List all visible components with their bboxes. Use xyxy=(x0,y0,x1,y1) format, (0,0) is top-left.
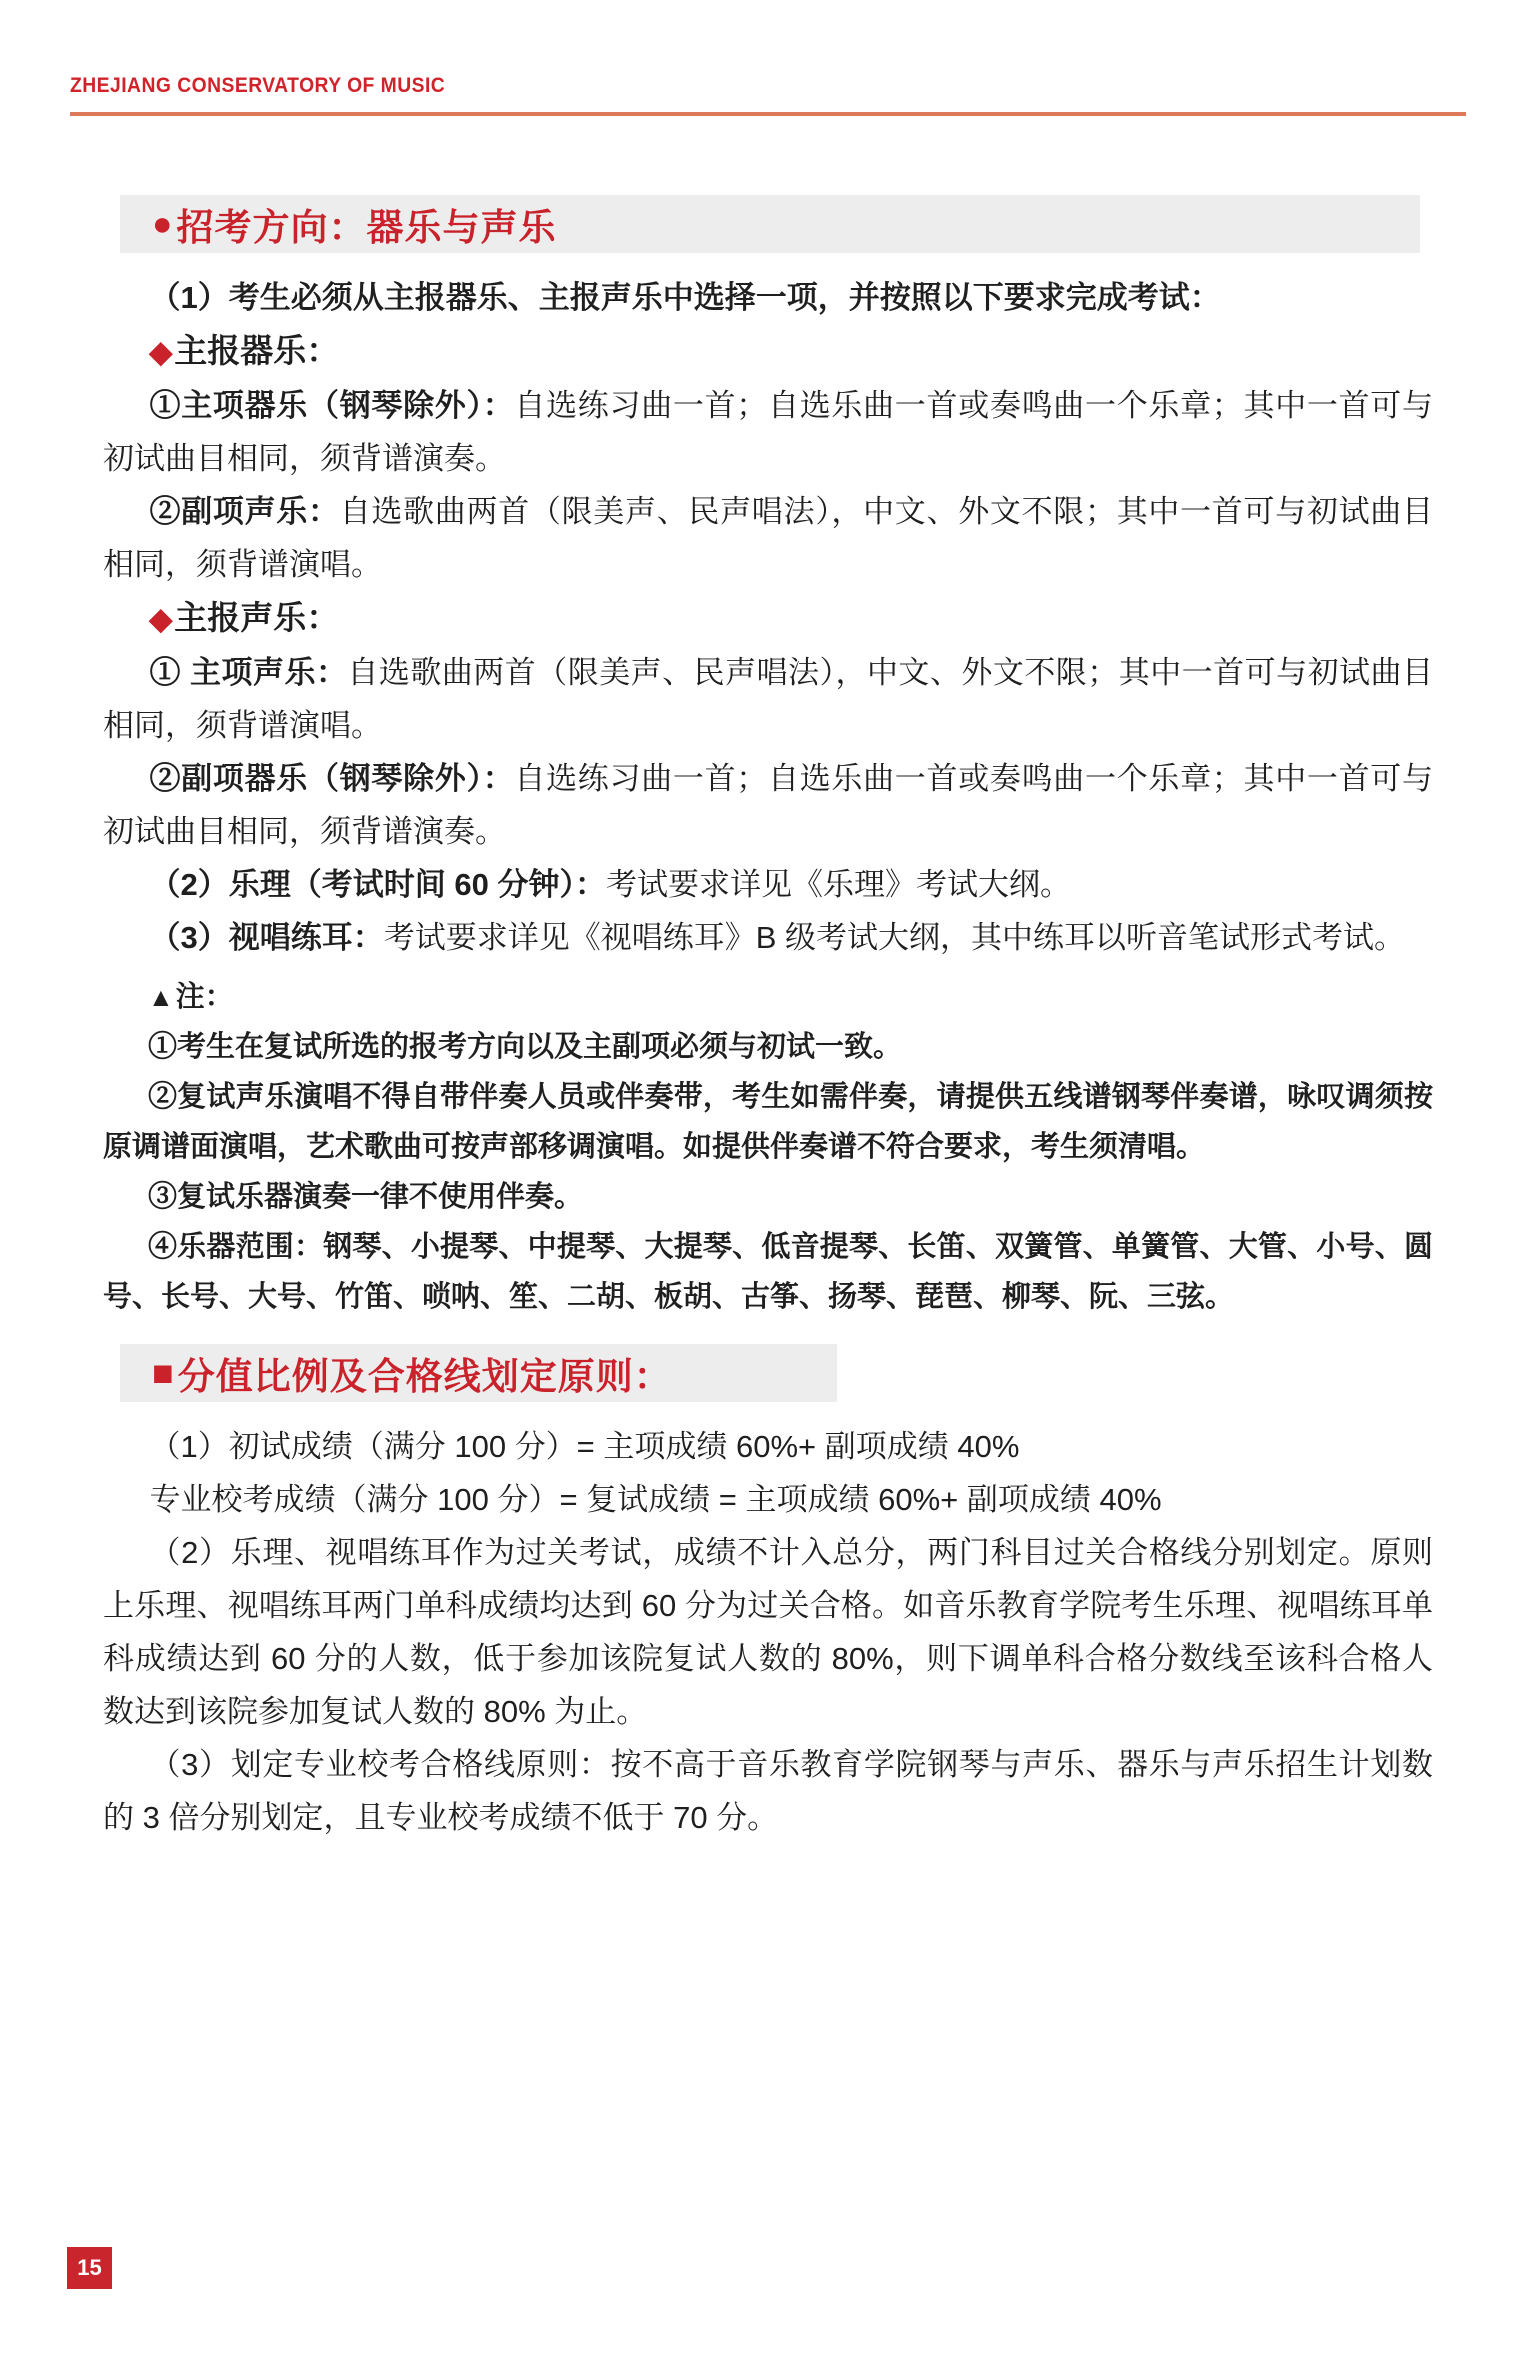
paragraph-item xyxy=(103,752,1433,858)
paragraph-text: 自选练习曲一首；自选乐曲一首或奏鸣曲一个乐章；其中一首可与初试曲目相同，须背谱演奏。 xyxy=(103,388,1434,476)
paragraph-text: 自选练习曲一首；自选乐曲一首或奏鸣曲一个乐章；其中一首可与初试曲目相同，须背谱演奏。 xyxy=(103,761,1434,849)
paragraph-music-theory xyxy=(103,858,1433,911)
sub-heading-vocal xyxy=(103,591,1433,646)
paragraph-text: 自选歌曲两首（限美声、民声唱法），中文、外文不限；其中一首可与初试曲目相同，须背谱演唱。 xyxy=(103,655,1433,743)
header-org-name: ZHEJIANG CONSERVATORY OF MUSIC xyxy=(70,74,446,97)
paragraph-item xyxy=(103,646,1433,752)
paragraph-text: 考试要求详见《视唱练耳》B 级考试大纲，其中练耳以听音笔试形式考试。 xyxy=(383,920,1406,955)
section2-title: 分值比例及合格线划定原则： xyxy=(177,1356,672,1397)
paragraph-item xyxy=(103,485,1433,591)
paragraph-score-formula: 专业校考成绩（满分 100 分）= 复试成绩 = 主项成绩 60%+ 副项成绩 40% xyxy=(149,1482,1162,1517)
page-number-badge: 15 xyxy=(67,2247,112,2289)
paragraph-lead: ① 主项声乐： xyxy=(149,655,348,690)
paragraph-text: 自选歌曲两首（限美声、民声唱法），中文、外文不限；其中一首可与初试曲目相同，须背谱演唱。 xyxy=(103,494,1433,582)
section1-title: 招考方向：器乐与声乐 xyxy=(176,207,557,248)
notes-heading-label: 注： xyxy=(175,981,234,1013)
paragraph-lead: （3）视唱练耳： xyxy=(149,920,384,955)
paragraph-text: 考试要求详见《乐理》考试大纲。 xyxy=(605,867,1071,902)
paragraph-pass-line: （2）乐理、视唱练耳作为过关考试，成绩不计入总分，两门科目过关合格线分别划定。原则上乐理、视唱练耳两门单科成绩均达到 60 分为过关合格。如音乐教育学院考生乐理、视唱练耳单科成绩达到 60 分的人数，低于参加该院复试人数的 80%，则下调单科合格分数线至该科合格人数达到该院参加复试人数的 80% 为止。 xyxy=(103,1535,1433,1729)
paragraph-qualify-line: （3）划定专业校考合格线原则：按不高于音乐教育学院钢琴与声乐、器乐与声乐招生计划数的 3 倍分别划定，且专业校考成绩不低于 70 分。 xyxy=(103,1747,1433,1835)
header-rule-divider xyxy=(70,112,1466,116)
diamond-icon: ◆ xyxy=(149,603,173,636)
notes-heading xyxy=(103,972,1433,1022)
section1-intro-paragraph: （1）考生必须从主报器乐、主报声乐中选择一项，并按照以下要求完成考试： xyxy=(149,280,1221,315)
note-item: ①考生在复试所选的报考方向以及主副项必须与初试一致。 xyxy=(147,1031,902,1063)
paragraph-item xyxy=(103,379,1433,485)
paragraph-lead: ②副项声乐： xyxy=(149,494,340,529)
note-item: ④乐器范围：钢琴、小提琴、中提琴、大提琴、低音提琴、长笛、双簧管、单簧管、大管、小号、圆号、长号、大号、竹笛、唢呐、笙、二胡、板胡、古筝、扬琴、琵琶、柳琴、阮、三弦。 xyxy=(103,1231,1433,1313)
sub-heading-instrumental xyxy=(103,324,1433,379)
sub-heading-label: 主报器乐： xyxy=(174,332,340,369)
section1-title-bar xyxy=(120,195,1420,253)
section2-title-bar xyxy=(120,1344,837,1402)
square-bullet-icon: ■ xyxy=(152,1352,174,1393)
paragraph-lead: ①主项器乐（钢琴除外）： xyxy=(149,388,515,423)
note-item: ②复试声乐演唱不得自带伴奏人员或伴奏带，考生如需伴奏，请提供五线谱钢琴伴奏谱，咏叹调须按原调谱面演唱，艺术歌曲可按声部移调演唱。如提供伴奏谱不符合要求，考生须清唱。 xyxy=(103,1081,1433,1163)
paragraph-score-formula: （1）初试成绩（满分 100 分）= 主项成绩 60%+ 副项成绩 40% xyxy=(149,1429,1020,1464)
sub-heading-label: 主报声乐： xyxy=(174,599,340,636)
note-item: ③复试乐器演奏一律不使用伴奏。 xyxy=(147,1181,583,1213)
paragraph-lead: （2）乐理（考试时间 60 分钟）： xyxy=(149,867,606,902)
paragraph-lead: ②副项器乐（钢琴除外）： xyxy=(149,761,515,796)
paragraph-sight-singing xyxy=(103,911,1433,964)
circle-bullet-icon: ● xyxy=(152,205,173,243)
diamond-icon: ◆ xyxy=(149,336,173,369)
notes-block xyxy=(103,972,1433,1322)
triangle-icon: ▲ xyxy=(147,982,174,1012)
page-content xyxy=(103,195,1433,1844)
